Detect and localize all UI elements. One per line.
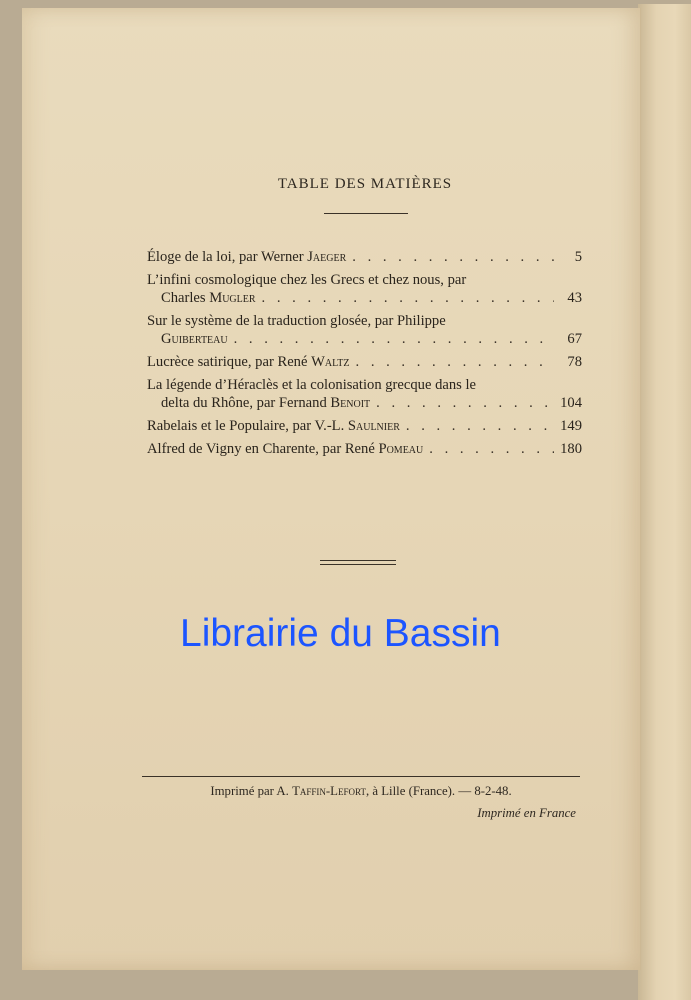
page-number: 104 [560,395,582,411]
table-of-contents [147,248,582,463]
book-page [22,8,641,970]
watermark-text: Librairie du Bassin [180,612,501,655]
entry-author: Benoit [330,395,371,411]
entry-author: Pomeau [378,441,424,457]
footer-rule [142,776,580,777]
entry-author: Jaeger [307,249,347,265]
page-title: TABLE DES MATIÈRES [277,176,453,192]
imprint-prefix: Imprimé par A. [210,784,293,798]
entry-text: Alfred de Vigny en Charente, par René [147,441,379,457]
toc-entry [147,248,582,266]
entry-text: La légende d’Héraclès et la colonisation grecque dans le [147,377,477,393]
toc-entry [147,376,582,412]
imprint-suffix: , à Lille (France). — 8-2-48. [365,784,512,798]
page-number: 78 [567,354,582,370]
page-number: 67 [567,331,582,347]
toc-entry [147,417,582,435]
page-number: 180 [560,441,582,457]
entry-author: Guiberteau [161,331,228,347]
leader-dots [262,289,554,307]
entry-text: Sur le système de la traduction glosée, par Philippe [147,313,446,329]
entry-author: Waltz [311,354,350,370]
toc-entry [147,440,582,458]
ornament-rule [320,560,396,565]
entry-text: Lucrèce satirique, par René [147,354,312,370]
leader-dots [352,248,554,266]
leader-dots [356,353,554,371]
entry-text: L’infini cosmologique chez les Grecs et chez nous, par [147,272,467,288]
imprint-printer: Taffin-Lefort [292,784,366,798]
page-number: 5 [574,249,582,265]
leader-dots [376,394,554,412]
page-number: 149 [560,418,582,434]
entry-author: Saulnier [347,418,400,434]
leader-dots [406,417,554,435]
entry-text: Rabelais et le Populaire, par V.-L. [147,418,348,434]
page-edge [638,4,691,1000]
toc-entry [147,312,582,348]
entry-author: Mugler [209,290,256,306]
entry-text-cont: delta du Rhône, par Fernand [161,395,331,411]
printer-imprint [142,784,580,799]
page-number: 43 [567,290,582,306]
printed-in-france: Imprimé en France [477,806,576,820]
entry-text-cont: Charles [161,290,210,306]
leader-dots [234,330,554,348]
entry-text: Éloge de la loi, par Werner [147,249,308,265]
leader-dots [429,440,554,458]
title-rule [324,213,408,214]
toc-entry [147,271,582,307]
toc-entry [147,353,582,371]
